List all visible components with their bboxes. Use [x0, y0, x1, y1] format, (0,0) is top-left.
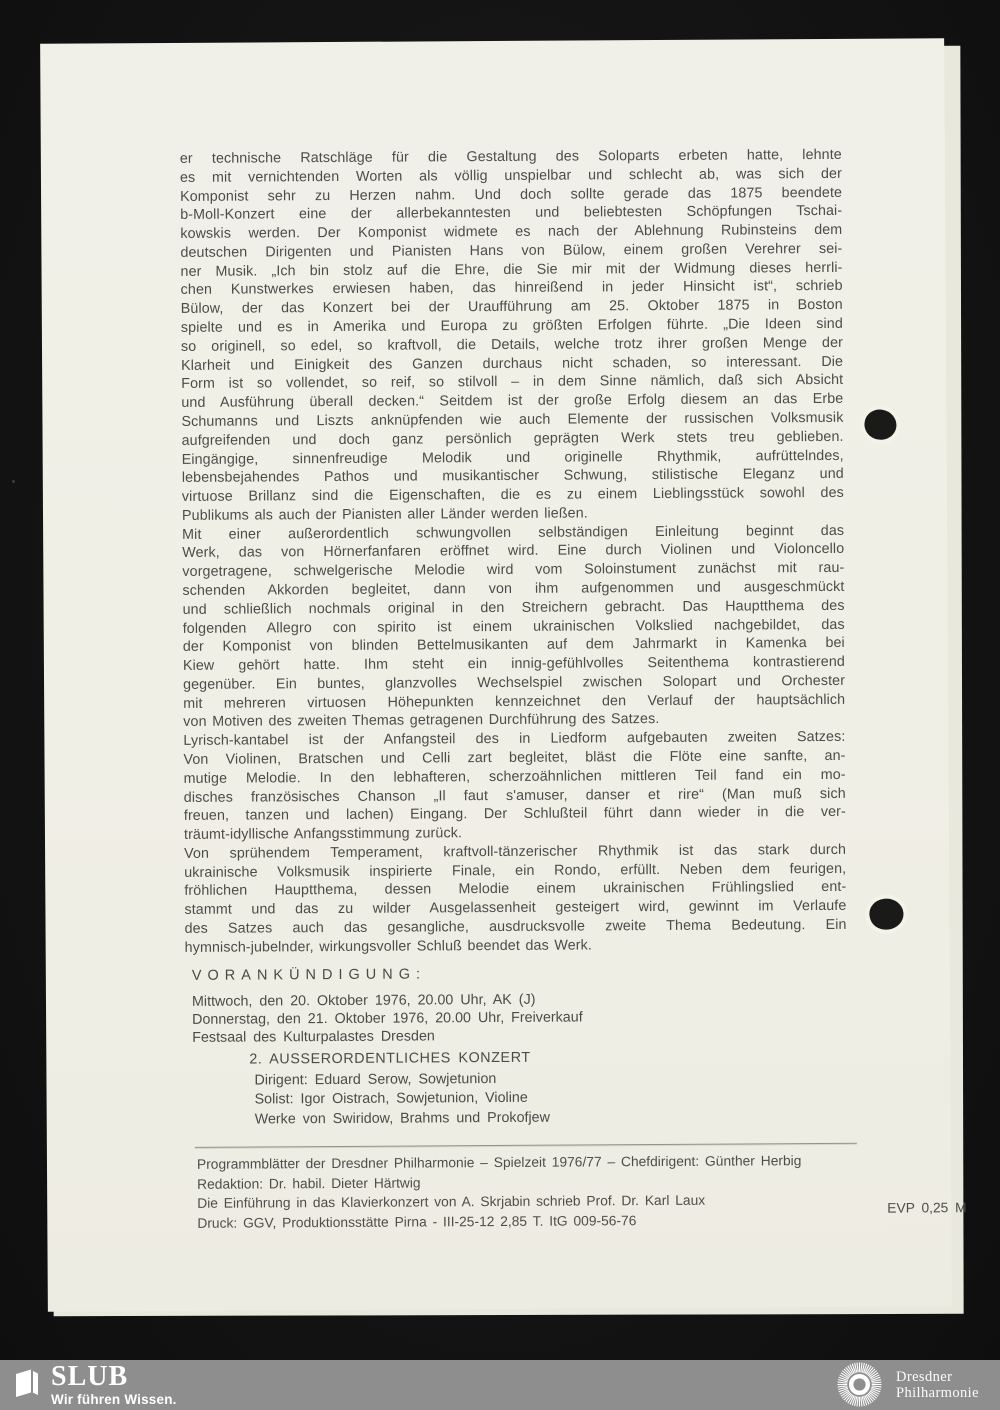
text-line: träumt-idyllische Anfangsstimmung zurück. — [183, 825, 463, 844]
text-line: Eingängige, sinnenfreudige Melodik und originelle Rhythmik, aufrüttelndes, — [181, 447, 844, 468]
text-line: hymnisch-jubelnder, wirkungsvoller Schluß beendet das Werk. — [184, 937, 592, 956]
concert-block — [249, 1048, 854, 1130]
text-line: kowskis werden. Der Komponist widmete es nach der Ablehnung Rubinsteins dem — [180, 222, 843, 243]
text-line: es mit vernichtenden Worten als völlig unspielbar und schlecht ab, was sich der — [179, 165, 842, 186]
slub-tagline: Wir führen Wissen. — [51, 1392, 177, 1407]
text-line: stammt und das zu wilder Ausgelassenheit gesteigert wird, gewinnt im Verlaufe — [184, 898, 847, 919]
open-book-icon — [14, 1368, 40, 1398]
text-line: so originell, so edel, so kraftvoll, die Details, welche trotz ihrer großen Menge der — [180, 334, 844, 355]
concert-details — [249, 1068, 854, 1130]
text-line: chen Kunstwerkes erwiesen haben, das hinreißend in jeder Hinsicht ist“, schrieb — [180, 278, 843, 299]
text-line: Donnerstag, den 21. Oktober 1976, 20.00 Uhr, Freiverkauf — [192, 1009, 583, 1028]
text-line: und Ausführung überall decken.“ Seitdem ist der große Erfolg diesem an das Erbe — [181, 391, 844, 412]
text-line: virtuose Brillanz sind die Eigenschaften, die es zu einem Lieblingsstück sowohl des — [181, 484, 844, 505]
imprint-lines — [197, 1151, 877, 1234]
announcement-dates — [192, 989, 854, 1047]
text-line: Programmblätter der Dresdner Philharmonie – Spielzeit 1976/77 – Chefdirigent: Günther Herbig — [196, 1153, 802, 1172]
text-line: Kiew gehört hatte. Ihm steht ein innig-gefühlvolles Seitenthema kontrastierend — [182, 653, 845, 675]
philharmonie-line2: Philharmonie — [896, 1384, 979, 1401]
text-line: des Satzes auch das gesangliche, ausdrucksvolle zweite Thema Bedeutung. Ein — [184, 916, 847, 937]
text-line: lebensbejahendes Pathos und musikantischer Schwung, stilistische Eleganz und — [181, 466, 844, 487]
text-line: Mittwoch, den 20. Oktober 1976, 20.00 Uhr, AK (J) — [191, 991, 536, 1010]
imprint-footer — [196, 1151, 967, 1234]
text-line: Lyrisch-kantabel ist der Anfangsteil des in Liedform aufgebauten zweiten Satzes: — [183, 729, 846, 750]
scanned-program-page — [40, 38, 967, 1311]
text-line: ner Musik. „Ich bin stolz auf die Ehre, die Sie mir mit der Widmung dieses herrli- — [180, 259, 843, 280]
text-line: der Komponist von blinden Bettelmusikanten auf dem Jahrmarkt in Kamenka bei — [182, 635, 845, 656]
price-label: EVP 0,25 M — [887, 1200, 967, 1216]
slub-text — [51, 1361, 177, 1407]
text-line: mit mehreren virtuosen Höhepunkten kennzeichnet den Verlauf der hauptsächlich — [183, 691, 846, 712]
divider-rule — [195, 1143, 857, 1148]
text-line: ukrainische Volksmusik inspirierte Finale, ein Rondo, erfüllt. Neben dem feurigen, — [184, 860, 847, 881]
text-line: von Motiven des zweiten Themas getragenen Durchführung des Satzes. — [183, 711, 660, 731]
text-line: aufgreifenden und doch ganz persönlich geprägten Werk stets treu geblieben. — [181, 428, 844, 449]
text-line: fröhlichen Hauptthema, dessen Melodie einem ukrainischen Frühlingslied ent- — [184, 879, 847, 900]
text-line: spielte und es in Amerika und Europa zu größten Erfolgen führte. „Die Ideen sind — [180, 315, 843, 336]
text-line: vorgetragene, schwelgerische Melodie wird vom Soloinstument zunächst mit rau- — [182, 560, 845, 581]
philharmonie-text — [896, 1369, 979, 1401]
text-line: Festsaal des Kulturpalastes Dresden — [192, 1028, 435, 1046]
text-line: Druck: GGV, Produktionsstätte Pirna - III-25-12 2,85 T. ItG 009-56-76 — [197, 1213, 637, 1231]
text-line: gegenüber. Ein buntes, glanzvolles Wechselspiel zwischen Solopart und Orchester — [183, 672, 846, 693]
dresdner-philharmonie-logo — [836, 1361, 979, 1408]
text-line: mutige Melodie. In den lebhafteren, scherzoähnlichen mittleren Teil fand ein mo- — [183, 766, 846, 787]
text-line: deutschen Dirigenten und Pianisten Hans von Bülow, einem großen Verehrer sei- — [180, 240, 843, 261]
text-line: Komponist sehr zu Herzen nahm. Und doch sollte gerade das 1875 beendete — [180, 184, 843, 205]
text-line: er technische Ratschläge für die Gestaltung des Soloparts erbeten hatte, lehnte — [179, 146, 842, 167]
slub-logo — [14, 1361, 177, 1407]
text-line: Schumanns und Liszts anknüpfenden wie auch Elemente der russischen Volksmusik — [181, 409, 844, 430]
text-line: Klarheit und Einigkeit des Ganzen durchaus nicht schaden, so interessant. Die — [181, 353, 844, 374]
concert-title: 2. AUSSERORDENTLICHES KONZERT — [249, 1049, 531, 1068]
text-line: Publikums als auch der Pianisten aller Länder werden ließen. — [181, 505, 588, 524]
text-line: Form ist so vollendet, so reif, so stilvoll – in dem Sinne nämlich, daß sich Absicht — [181, 372, 844, 393]
slub-name: SLUB — [51, 1361, 129, 1392]
text-line: Werke von Swiridow, Brahms und Prokofjew — [254, 1109, 550, 1128]
philharmonie-line1: Dresdner — [896, 1368, 953, 1385]
text-line: Von sprühendem Temperament, kraftvoll-tänzerischer Rhythmik ist das stark durch — [184, 841, 847, 862]
hole-punch-bottom — [868, 897, 905, 932]
text-line: Mit einer außerordentlich schwungvollen selbständigen Einleitung beginnt das — [182, 522, 845, 543]
body-text — [180, 146, 847, 958]
text-line: Bülow, der das Konzert bei der Uraufführung am 25. Oktober 1875 in Boston — [180, 297, 843, 318]
text-line: Werk, das von Hörnerfanfaren eröffnet wird. Eine durch Violinen und Violoncello — [182, 541, 845, 562]
text-line: Die Einführung in das Klavierkonzert von A. Skrjabin schrieb Prof. Dr. Karl Laux — [197, 1193, 706, 1212]
starburst-icon — [836, 1361, 883, 1408]
text-line: Dirigent: Eduard Serow, Sowjetunion — [254, 1071, 497, 1089]
text-line: schenden Akkorden begleitet, dann von ihm aufgenommen und ausgeschmückt — [182, 578, 845, 599]
text-line: Solist: Igor Oistrach, Sowjetunion, Violine — [254, 1090, 528, 1108]
text-line: disches französisches Chanson „Il faut s'amuser, danser et rire“ (Man muß sich — [183, 785, 846, 806]
text-line: Redaktion: Dr. habil. Dieter Härtwig — [197, 1175, 421, 1192]
text-line: Von Violinen, Bratschen und Celli zart begleitet, bläst die Flöte eine sanfte, an- — [183, 747, 846, 768]
announcement-section — [192, 964, 855, 1130]
hole-punch-top — [863, 408, 899, 442]
dust-speck — [12, 480, 15, 483]
text-line: b-Moll-Konzert eine der allerbekanntesten und beliebtesten Schöpfungen Tschai- — [180, 203, 843, 224]
text-line: folgenden Allegro con spirito ist einem ukrainischen Volkslied nachgebildet, das — [182, 616, 845, 637]
text-line: freuen, tanzen und lachen) Eingang. Der Schlußteil führt dann wieder in die ver- — [183, 804, 846, 825]
text-line: und schließlich nochmals original in den Streichern gebracht. Das Hauptthema des — [182, 597, 845, 618]
announcement-heading: VORANKÜNDIGUNG: — [191, 966, 427, 984]
library-footer-bar — [0, 1360, 1000, 1410]
